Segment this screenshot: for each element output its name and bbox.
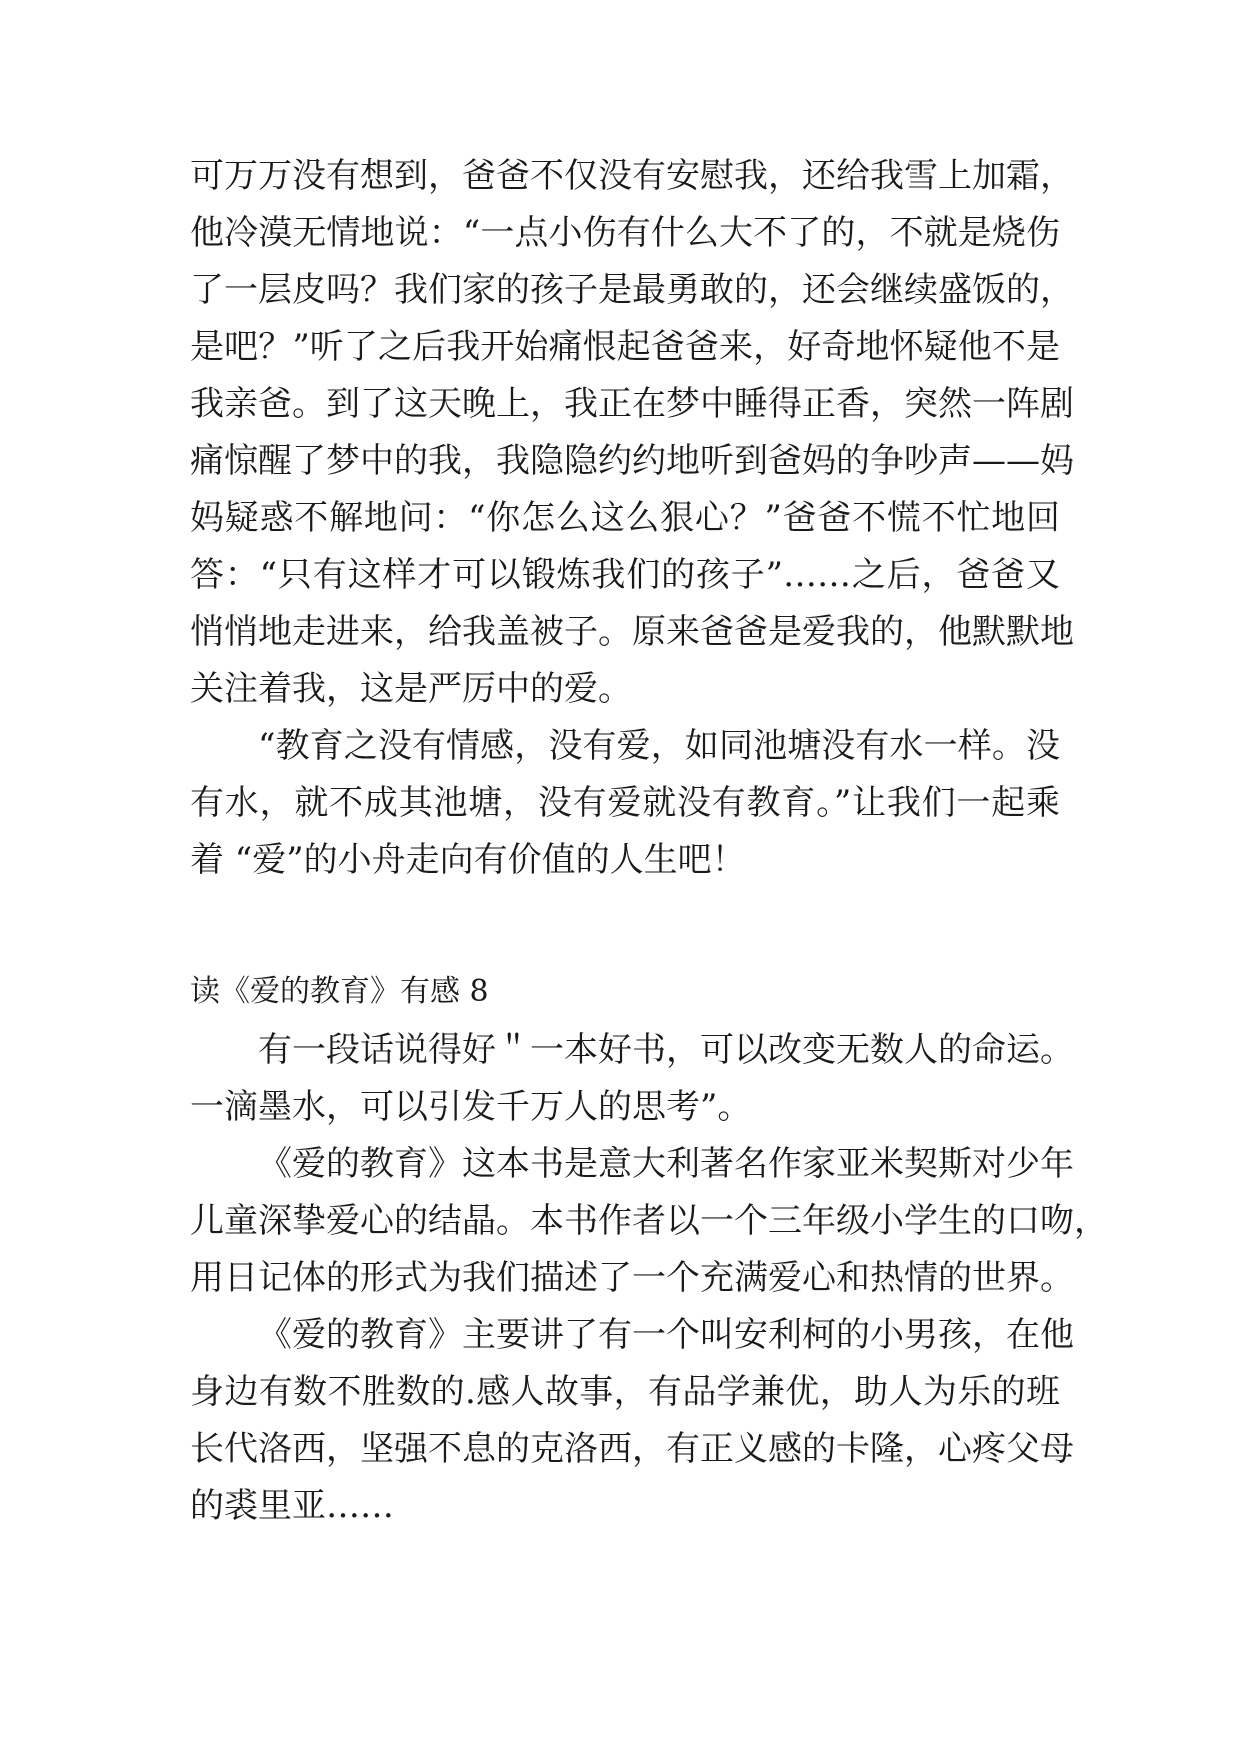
text-line: 身边有数不胜数的.感人故事，有品学兼优，助人为乐的班 bbox=[190, 1372, 1060, 1412]
text-line: 可万万没有想到，爸爸不仅没有安慰我，还给我雪上加霜， bbox=[190, 156, 1074, 196]
paragraph-good-book bbox=[190, 1022, 1074, 1136]
text-line: 长代洛西，坚强不息的克洛西，有正义感的卡隆，心疼父母 bbox=[190, 1429, 1074, 1469]
section-title: 读《爱的教育》有感 8 bbox=[190, 974, 489, 1009]
text-line: 妈疑惑不解地问：“你怎么这么狠心？”爸爸不慌不忙地回 bbox=[190, 498, 1060, 538]
text-line: 有水，就不成其池塘，没有爱就没有教育。”让我们一起乘 bbox=[190, 783, 1060, 823]
text-line: 是吧？”听了之后我开始痛恨起爸爸来，好奇地怀疑他不是 bbox=[190, 327, 1060, 367]
text-line: 儿童深挚爱心的结晶。本书作者以一个三年级小学生的口吻， bbox=[190, 1201, 1108, 1241]
text-line: 痛惊醒了梦中的我，我隐隐约约地听到爸妈的争吵声——妈 bbox=[190, 441, 1074, 481]
text-line: 有一段话说得好＂一本好书，可以改变无数人的命运。 bbox=[258, 1030, 1074, 1070]
text-line: 一滴墨水，可以引发千万人的思考”。 bbox=[190, 1087, 752, 1127]
text-line: 我亲爸。到了这天晚上，我正在梦中睡得正香，突然一阵剧 bbox=[190, 384, 1074, 424]
text-line: 关注着我，这是严厉中的爱。 bbox=[190, 669, 632, 709]
text-line: “教育之没有情感，没有爱，如同池塘没有水一样。没 bbox=[258, 726, 1060, 766]
text-line: 的裘里亚…… bbox=[190, 1486, 394, 1526]
paragraph-father-story bbox=[190, 148, 1074, 718]
paragraph-book-intro bbox=[190, 1136, 1108, 1307]
text-line: 悄悄地走进来，给我盖被子。原来爸爸是爱我的，他默默地 bbox=[190, 612, 1074, 652]
text-line: 了一层皮吗？我们家的孩子是最勇敢的，还会继续盛饭的， bbox=[190, 270, 1074, 310]
text-line: 用日记体的形式为我们描述了一个充满爱心和热情的世界。 bbox=[190, 1258, 1074, 1298]
text-line: 《爱的教育》这本书是意大利著名作家亚米契斯对少年 bbox=[258, 1144, 1074, 1184]
text-line: 他冷漠无情地说：“一点小伤有什么大不了的，不就是烧伤 bbox=[190, 213, 1060, 253]
text-line: 着 “爱”的小舟走向有价值的人生吧！ bbox=[190, 840, 746, 880]
text-line: 答：“只有这样才可以锻炼我们的孩子”……之后，爸爸又 bbox=[190, 555, 1060, 595]
paragraph-book-content bbox=[190, 1307, 1074, 1535]
paragraph-education-quote bbox=[190, 718, 1060, 889]
text-line: 《爱的教育》主要讲了有一个叫安利柯的小男孩，在他 bbox=[258, 1315, 1074, 1355]
